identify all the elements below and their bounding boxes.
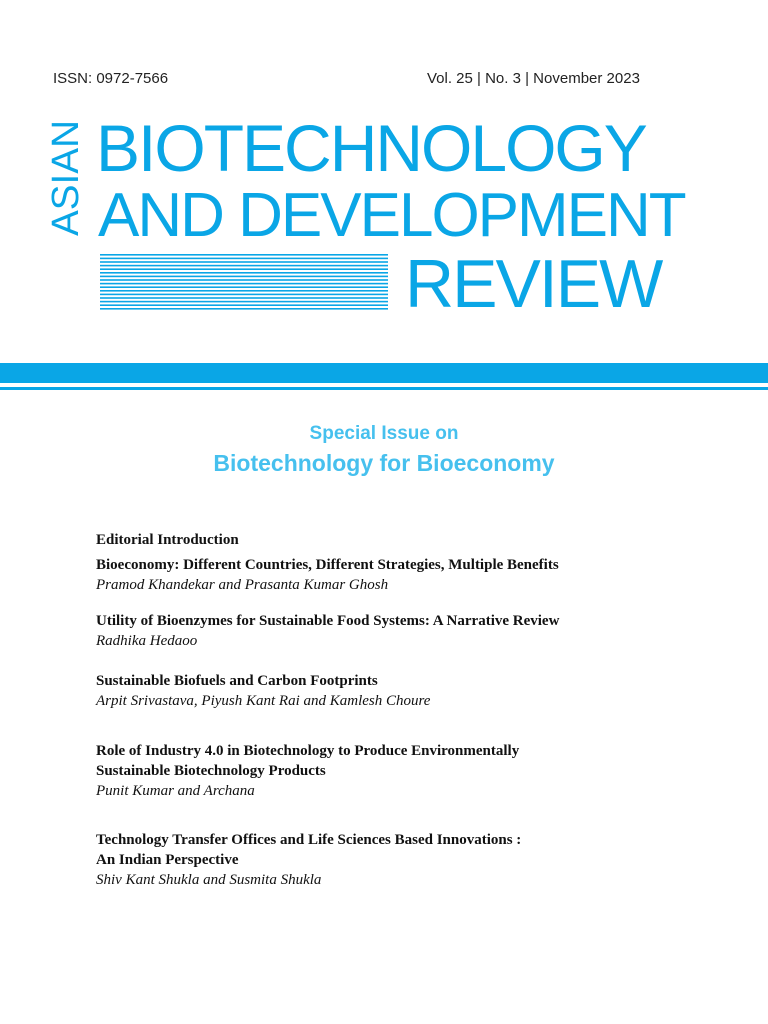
toc-entry [96,555,559,595]
toc-entry [96,830,521,890]
toc-entry-title-line2: An Indian Perspective [96,852,239,868]
masthead-line-review: REVIEW [405,246,662,322]
masthead-line-and-development: AND DEVELOPMENT [98,181,685,250]
issn-number: ISSN: 0972-7566 [53,70,169,87]
volume-issue-date: Vol. 25 | No. 3 | November 2023 [427,70,640,87]
toc-entry [96,671,430,711]
decorative-stripes [100,254,388,310]
asian-vertical-text: ASIAN [45,121,87,236]
toc-entry-title-line2: Sustainable Biotechnology Products [96,763,326,779]
divider-band [0,363,768,383]
toc-entry-authors: Radhika Hedaoo [96,633,198,649]
toc-entry-title: Editorial Introduction [96,532,239,548]
toc-entry-authors: Punit Kumar and Archana [96,783,255,799]
masthead-line-biotechnology: BIOTECHNOLOGY [96,111,646,185]
toc-entry-title-line1: Role of Industry 4.0 in Biotechnology to Produce Environmentally [96,743,520,759]
toc-entry [96,741,519,801]
toc-entry-title: Bioeconomy: Different Countries, Different Strategies, Multiple Benefits [96,557,559,573]
divider-rule [0,387,768,390]
toc-entry-authors: Pramod Khandekar and Prasanta Kumar Ghosh [96,577,389,593]
toc-entry [96,611,559,651]
toc-entry [96,530,239,550]
toc-entry-title-line1: Technology Transfer Offices and Life Sciences Based Innovations : [96,832,522,848]
special-issue-theme: Biotechnology for Bioeconomy [213,450,555,476]
toc-entry-title: Utility of Bioenzymes for Sustainable Food Systems: A Narrative Review [96,613,560,629]
toc-entry-title: Sustainable Biofuels and Carbon Footprints [96,673,378,689]
special-issue-label: Special Issue on [309,423,459,444]
asian-vertical-label [45,118,87,238]
toc-entry-authors: Arpit Srivastava, Piyush Kant Rai and Kamlesh Choure [96,693,431,709]
toc-entry-authors: Shiv Kant Shukla and Susmita Shukla [96,872,322,888]
